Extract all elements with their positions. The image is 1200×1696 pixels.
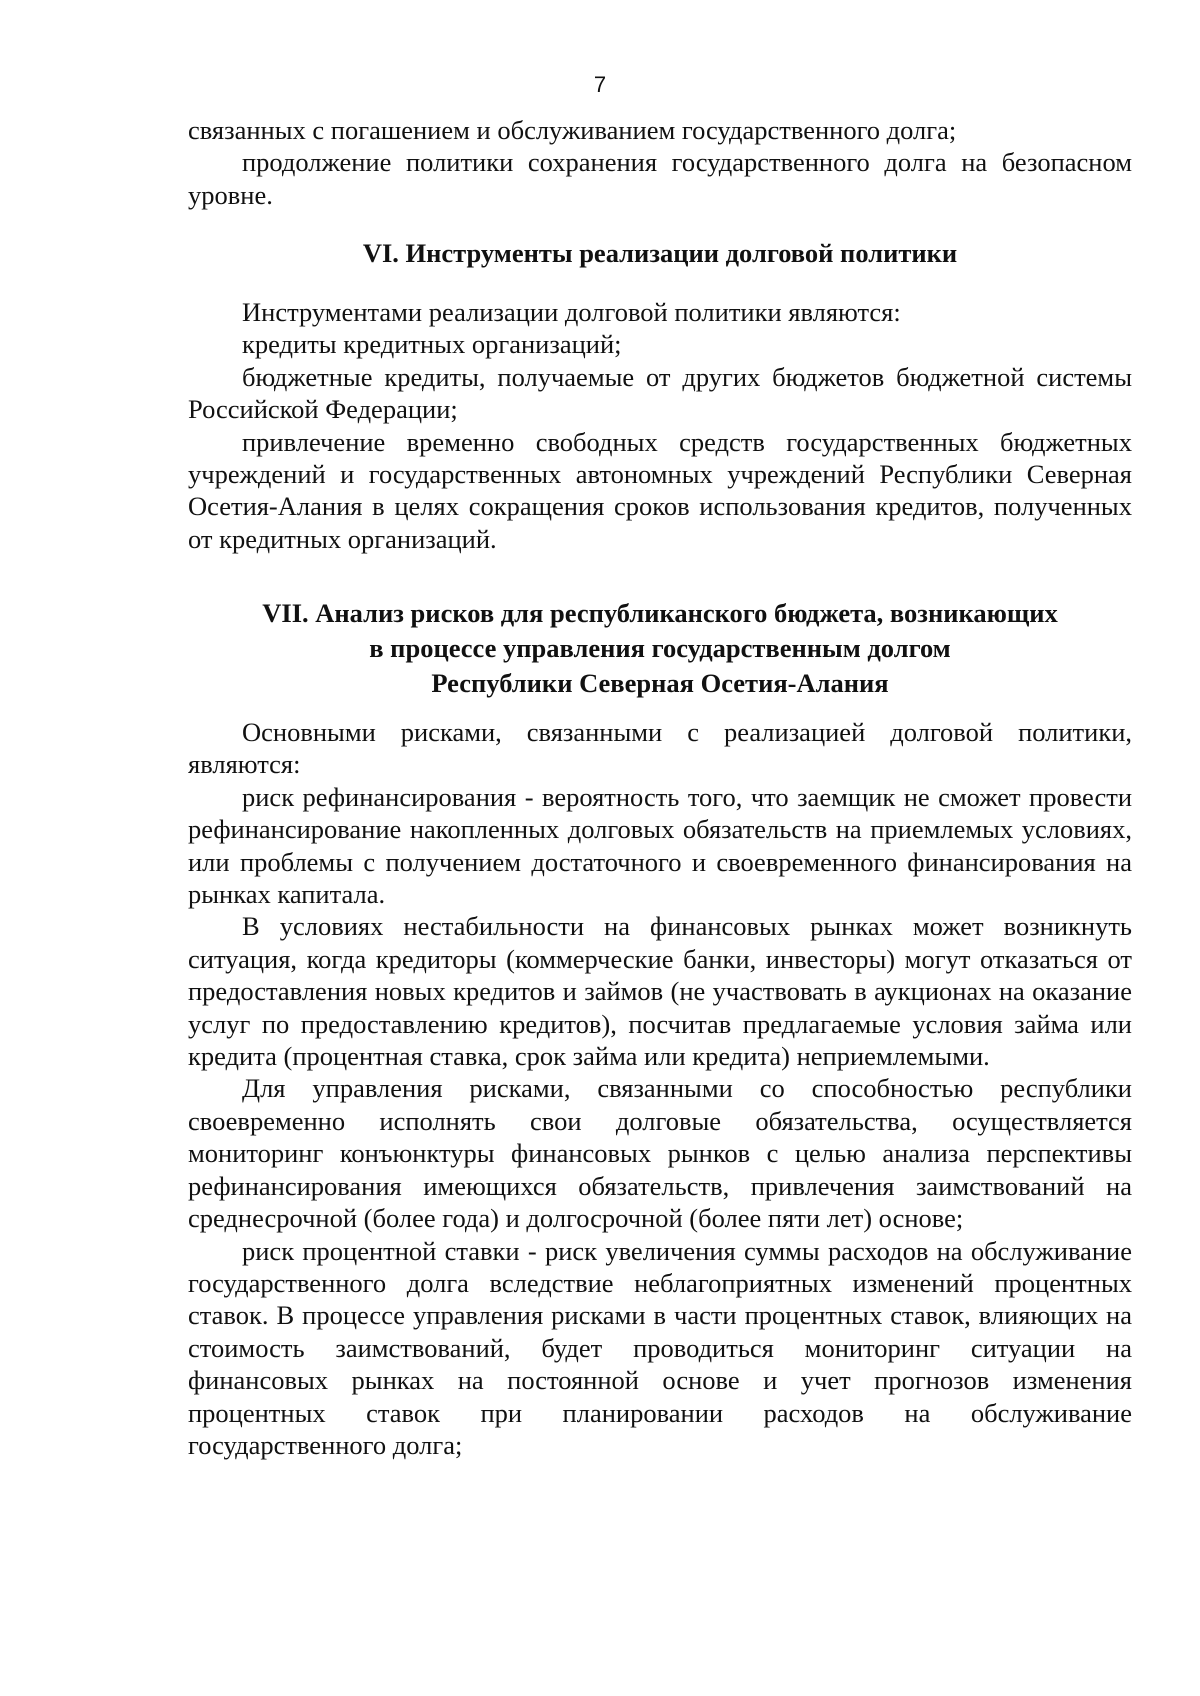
- section-7-title-line: Республики Северная Осетия-Алания: [431, 668, 889, 698]
- section-6-paragraph: кредиты кредитных организаций;: [242, 329, 622, 360]
- section-7-paragraph: В условиях нестабильности на финансовых рынках может возникнуть ситуация, когда кредиторы (коммерческие банки, инвесторы) могут отказаться от предоставления новых кредитов и займов (не участвовать в аукционах на оказание услуг по предоставлению кредитов), посчитав предлагаемые условия займа или кредита (процентная ставка, срок займа или кредита) неприемлемыми.: [188, 911, 1132, 1072]
- intro-line-1: связанных с погашением и обслуживанием государственного долга;: [188, 115, 957, 145]
- section-6-body: [188, 296, 1132, 555]
- section-6-paragraph: привлечение временно свободных средств государственных бюджетных учреждений и государственных автономных учреждений Республики Северная Осетия-Алания в целях сокращения сроков использования кредитов, полученных от кредитных организаций.: [188, 426, 1132, 554]
- section-7-body: [188, 716, 1132, 1461]
- page-number: 7: [593, 72, 607, 97]
- section-7-paragraph: риск процентной ставки - риск увеличения суммы расходов на обслуживание государственного долга вследствие неблагоприятных изменений процентных ставок. В процессе управления рисками в части процентных ставок, влияющих на стоимость заимствований, будет проводиться мониторинг ситуации на финансовых рынках на постоянной основе и учет прогнозов изменения процентных ставок при планировании расходов на обслуживание государственного долга;: [188, 1235, 1132, 1460]
- section-7-title: [188, 596, 1132, 701]
- intro-line-2: продолжение политики сохранения государственного долга на безопасном уровне.: [188, 147, 1132, 210]
- section-7-paragraph: риск рефинансирования - вероятность того, что заемщик не сможет провести рефинансирование накопленных долговых обязательств на приемлемых условиях, или проблемы с получением достаточного и своевременного финансирования на рынках капитала.: [188, 781, 1132, 910]
- section-6-title: [188, 236, 1132, 271]
- section-6-paragraph: бюджетные кредиты, получаемые от других бюджетов бюджетной системы Российской Федерации;: [188, 361, 1132, 425]
- section-6-title-text: VI. Инструменты реализации долговой политики: [362, 238, 958, 268]
- section-7-paragraph: Основными рисками, связанными с реализацией долговой политики, являются:: [188, 717, 1132, 780]
- section-7-title-line: VII. Анализ рисков для республиканского бюджета, возникающих: [262, 598, 1058, 628]
- section-6-paragraph: Инструментами реализации долговой политики являются:: [242, 297, 901, 327]
- intro-block: [188, 114, 1132, 211]
- section-7-title-line: в процессе управления государственным долгом: [369, 633, 951, 663]
- section-7-paragraph: Для управления рисками, связанными со способностью республики своевременно исполнять свои долговые обязательства, осуществляется мониторинг конъюнктуры финансовых рынков с целью анализа перспективы рефинансирования имеющихся обязательств, привлечения заимствований на среднесрочной (более года) и долгосрочной (более пяти лет) основе;: [188, 1073, 1132, 1234]
